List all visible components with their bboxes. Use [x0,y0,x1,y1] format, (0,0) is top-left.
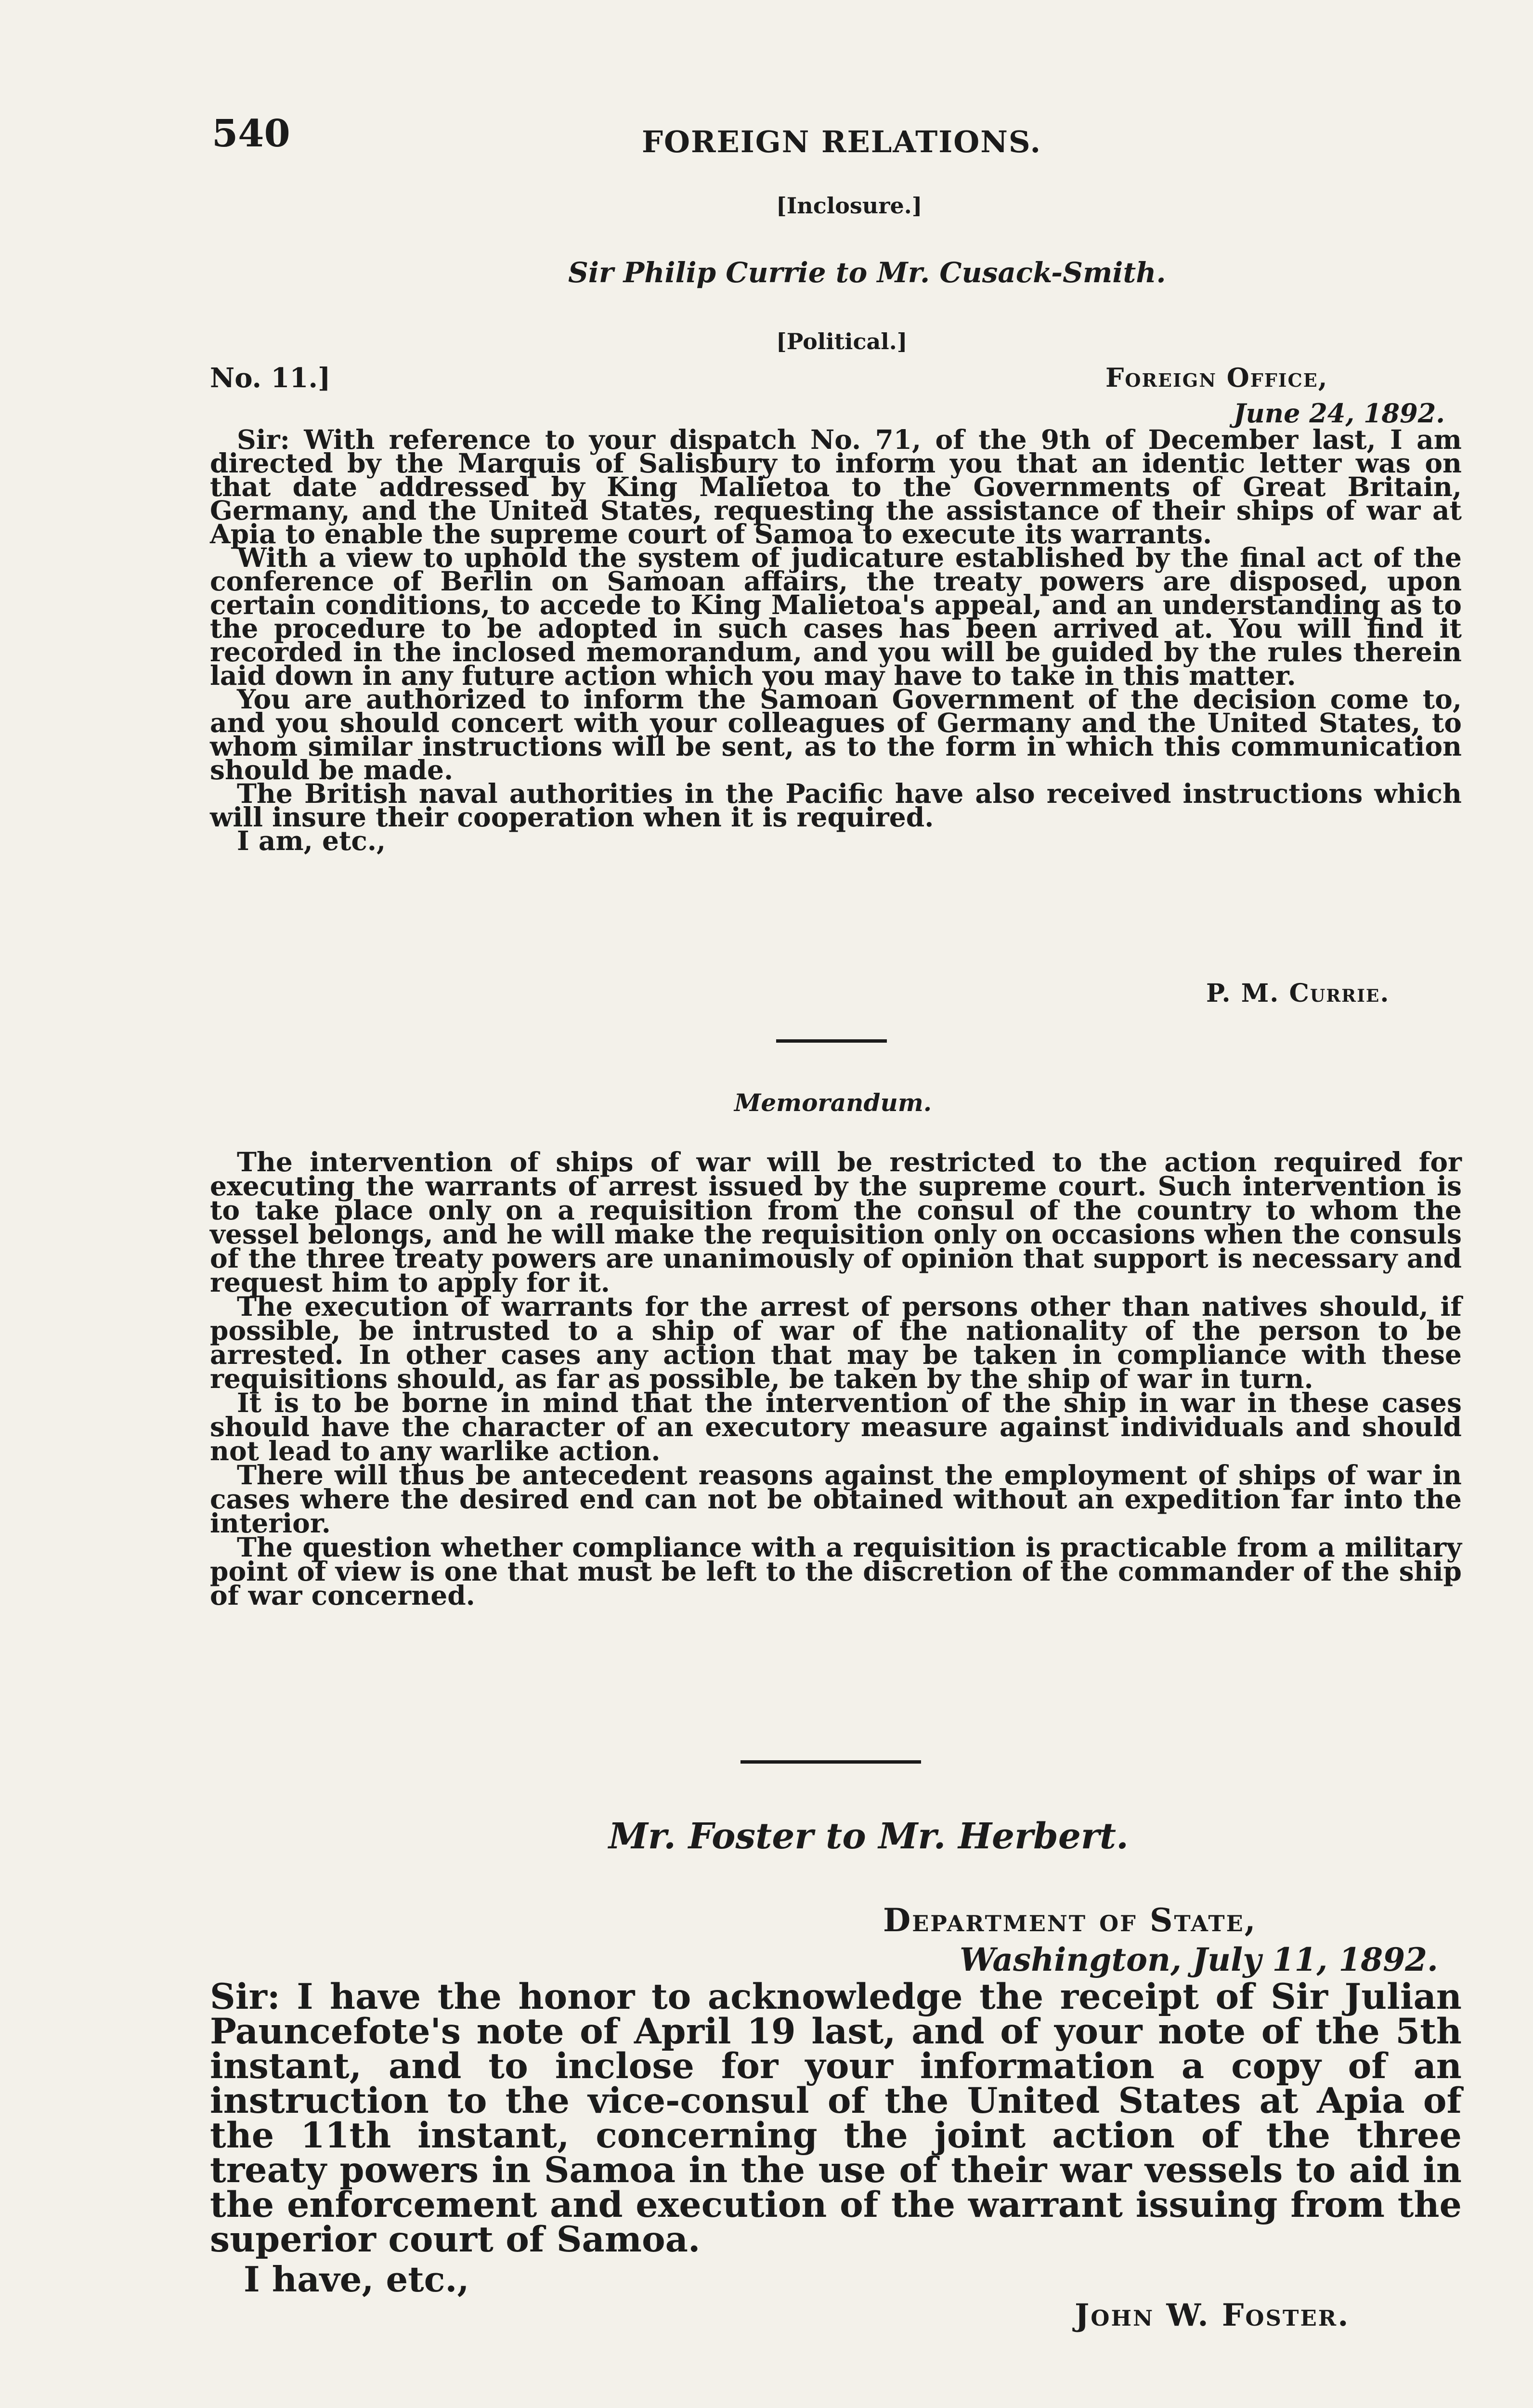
memorandum-paragraph: It is to be borne in mind that the intervention of the ship in war in these cases should have the character of an executory measure against individuals and should not lead to any warlike action. [210,1387,1462,1466]
letter2-place-date: Washington, July 11, 1892. [960,1941,1439,1978]
classification-label: [Political.] [776,328,908,354]
letter1-paragraph: The British naval authorities in the Pacific have also received instructions which will insure their cooperation when it is required. [210,778,1462,833]
memorandum-paragraph: The intervention of ships of war will be restricted to the action required for executing the warrants of arrest issued by the supreme court. Such intervention is to take place only on a requisition from the consul of the country to whom the vessel belongs, and he will make the requisition only on occasions when the consuls of the three treaty powers are unanimously of opinion that support is necessary and request him to apply for it. [210,1146,1462,1298]
letter2-signature: John W. Foster. [1075,2297,1350,2333]
page-number: 540 [212,112,290,156]
running-title: FOREIGN RELATIONS. [642,124,1042,159]
memorandum-title: Memorandum. [734,1088,932,1117]
letter2-body [210,1976,1462,2260]
letter1-number: No. 11.] [210,362,331,394]
letter1-closing: I am, etc., [237,825,386,856]
letter2-paragraph: Sir: I have the honor to acknowledge the receipt of Sir Julian Pauncefote's note of April 19 last, and of your note of the 5th instant, and to inclose for your information a copy of an instruction to the vice-consul of the United States at Apia of the 11th instant, concerning the joint action of the three treaty powers in Samoa in the use of their war vessels to aid in the enforcement and execution of the warrant issuing from the superior court of Samoa. [210,1976,1462,2260]
letter1-date: June 24, 1892. [1234,398,1445,429]
letter1-office: Foreign Office, [1105,362,1328,393]
memorandum-paragraph: The question whether compliance with a requisition is practicable from a military point of view is one that must be left to the discretion of the commander of the ship of war concerned. [210,1531,1462,1611]
memorandum-paragraph: There will thus be antecedent reasons against the employment of ships of war in cases where the desired end can not be obtained without an expedition far into the interior. [210,1459,1462,1539]
letter2-closing: I have, etc., [244,2259,469,2300]
letter1-heading: Sir Philip Currie to Mr. Cusack-Smith. [568,256,1166,289]
letter1-body [210,424,1462,856]
inclosure-label: [Inclosure.] [776,193,922,219]
letter2-department: Department of State, [883,1901,1257,1939]
letter1-signature: P. M. Currie. [1206,979,1390,1008]
section-divider [776,1039,887,1043]
letter1-paragraph: You are authorized to inform the Samoan Government of the decision come to, and you should concert with your colleagues of Germany and the United States, to whom similar instructions will be sent, as to the form in which this communication should be made. [210,683,1462,785]
section-divider [741,1760,921,1764]
memorandum-body [210,1146,1462,1611]
memorandum-paragraph: The execution of warrants for the arrest of persons other than natives should, if possible, be intrusted to a ship of war of the nationality of the person to be arrested. In other cases any action that may be taken in compliance with these requisitions should, as far as possible, be taken by the ship of war in turn. [210,1291,1462,1394]
letter2-heading: Mr. Foster to Mr. Herbert. [609,1816,1129,1857]
letter1-paragraph: Sir: With reference to your dispatch No. 71, of the 9th of December last, I am directed by the Marquis of Salisbury to inform you that an identic letter was on that date addressed by King Malietoa to the Governments of Great Britain, Germany, and the United States, requesting the assistance of their ships of war at Apia to enable the supreme court of Samoa to execute its warrants. [210,424,1462,550]
letter1-paragraph: With a view to uphold the system of judicature established by the final act of the conference of Berlin on Samoan affairs, the treaty powers are disposed, upon certain conditions, to accede to King Malietoa's appeal, and an understanding as to the procedure to be adopted in such cases has been arrived at. You will find it recorded in the inclosed memorandum, and you will be guided by the rules therein laid down in any future action which you may have to take in this matter. [210,542,1462,691]
